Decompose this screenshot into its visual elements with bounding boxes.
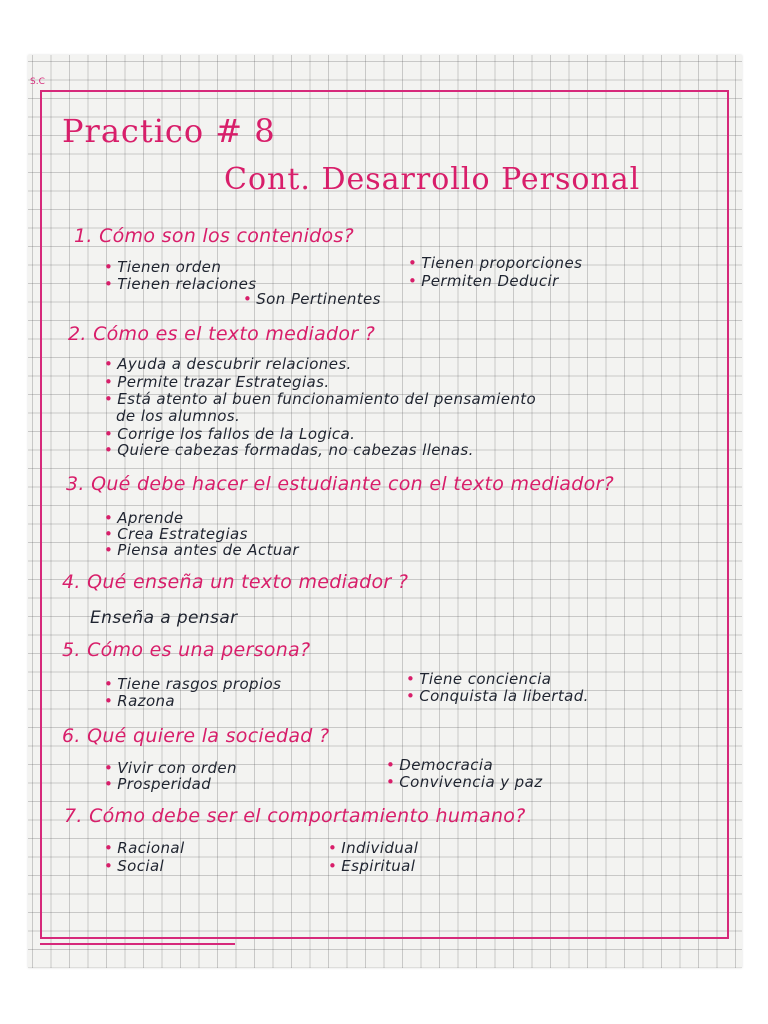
- answer-2-1: • Ayuda a descubrir relaciones.: [104, 355, 352, 373]
- page-title: Practico # 8: [62, 112, 276, 150]
- question-6: 6. Qué quiere la sociedad ?: [62, 725, 330, 747]
- answer-2-6: • Quiere cabezas formadas, no cabezas llenas.: [104, 441, 474, 459]
- page-subtitle: Cont. Desarrollo Personal: [224, 162, 641, 197]
- answer-5-4: • Conquista la libertad.: [406, 687, 589, 705]
- answer-6-1: • Vivir con orden: [104, 759, 237, 777]
- question-7: 7. Cómo debe ser el comportamiento humano?: [64, 805, 526, 827]
- answer-3-2: • Crea Estrategias: [104, 525, 248, 543]
- answer-1-4: • Tienen proporciones: [408, 254, 583, 272]
- answer-6-4: • Convivencia y paz: [386, 773, 543, 791]
- answer-7-1: • Racional: [104, 839, 185, 857]
- question-2: 2. Cómo es el texto mediador ?: [68, 323, 376, 345]
- question-4: 4. Qué enseña un texto mediador ?: [62, 571, 409, 593]
- answer-2-4: de los alumnos.: [116, 407, 241, 425]
- answer-3-1: • Aprende: [104, 509, 184, 527]
- corner-mark: S.C: [30, 77, 45, 87]
- answer-2-3: • Está atento al buen funcionamiento del pensamiento: [104, 390, 537, 408]
- notebook-page: [28, 55, 742, 968]
- answer-5-1: • Tiene rasgos propios: [104, 675, 282, 693]
- answer-2-5: • Corrige los fallos de la Logica.: [104, 425, 356, 443]
- answer-5-2: • Razona: [104, 692, 176, 710]
- answer-7-3: • Individual: [328, 839, 419, 857]
- answer-1-2: • Tienen relaciones: [104, 275, 257, 293]
- question-3: 3. Qué debe hacer el estudiante con el texto mediador?: [66, 473, 615, 495]
- answer-6-3: • Democracia: [386, 756, 494, 774]
- answer-4-1: Enseña a pensar: [90, 608, 238, 628]
- answer-1-3: • Son Pertinentes: [243, 290, 381, 308]
- answer-7-4: • Espiritual: [328, 857, 416, 875]
- answer-3-3: • Piensa antes de Actuar: [104, 541, 299, 559]
- bottom-margin-line: [40, 943, 235, 945]
- answer-7-2: • Social: [104, 857, 165, 875]
- answer-1-5: • Permiten Deducir: [408, 272, 559, 290]
- answer-5-3: • Tiene conciencia: [406, 670, 552, 688]
- answer-2-2: • Permite trazar Estrategias.: [104, 373, 330, 391]
- question-5: 5. Cómo es una persona?: [62, 639, 311, 661]
- answer-6-2: • Prosperidad: [104, 775, 212, 793]
- answer-1-1: • Tienen orden: [104, 258, 222, 276]
- question-1: 1. Cómo son los contenidos?: [74, 225, 355, 247]
